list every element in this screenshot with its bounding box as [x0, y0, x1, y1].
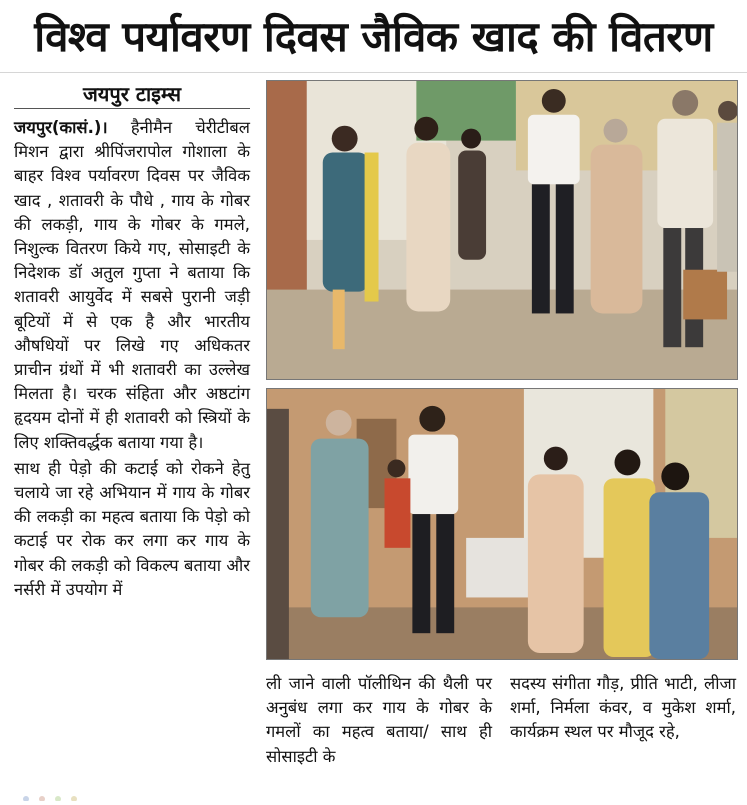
article-left-column — [14, 116, 250, 602]
article-paragraph-1 — [14, 116, 250, 455]
headline-rule — [0, 72, 747, 73]
headline: विश्व पर्यावरण दिवस जैविक खाद की वितरण — [34, 11, 713, 61]
event-photo-2 — [266, 388, 738, 660]
article-paragraph-4: सदस्य संगीता गौड़, प्रीति भाटी, लीजा शर्मा, निर्मला कंवर, व मुकेश शर्मा, कार्यक्रम स्थल पर मौजूद रहे, — [510, 674, 736, 742]
article-paragraph-3: ली जाने वाली पॉलीथिन की थैली पर अनुबंध लगा कर गाय के गोबर के गमलों का महत्व बताया/ साथ ही सोसाइटी के — [266, 674, 492, 766]
article-paragraph-2: साथ ही पेड़ो की कटाई को रोकने हेतु चलाये जा रहे अभियान में गाय के गोबर की लकड़ी का महत्व बताया कि पेड़ो को कटाई पर रोक कर लगा कर गाय के गोबर की लकड़ी को विकल्प बताया और नर्सरी में उपयोग में — [14, 458, 250, 599]
article-bottom-column-1 — [266, 672, 492, 769]
article-bottom-column-2 — [510, 672, 736, 745]
source-label: जयपुर टाइम्स — [82, 81, 182, 106]
source-rule — [14, 108, 250, 109]
paragraph-1-text: हैनीमैन चेरीटीबल मिशन द्वारा श्रीपिंजरापोल गोशाला के बाहर विश्व पर्यावरण दिवस पर जैविक खाद , शतावरी के पौधे , गाय के गोबर की लकड़ी, गाय के गोबर के गमले, निशुल्क वितरण किये गए, सोसाइटी के निदेशक डॉ अतुल गुप्ता ने बताया कि शतावरी आयुर्वेद में सबसे पुरानी जड़ी बूटियों में से एक है और भारतीय औषधियों पर लिखे गए अधिकतर प्राचीन ग्रंथों में भी शतावरी का उल्लेख मिलता है। चरक संहिता और अष्ठटांग हृदयम दोनों में ही शतावरी को स्त्रियों के लिए शक्तिवर्द्धक बताया गया है। — [14, 118, 250, 452]
decorative-dots — [20, 786, 100, 794]
dateline: जयपुर(कासं.)। — [14, 118, 108, 137]
event-photo-1 — [266, 80, 738, 380]
